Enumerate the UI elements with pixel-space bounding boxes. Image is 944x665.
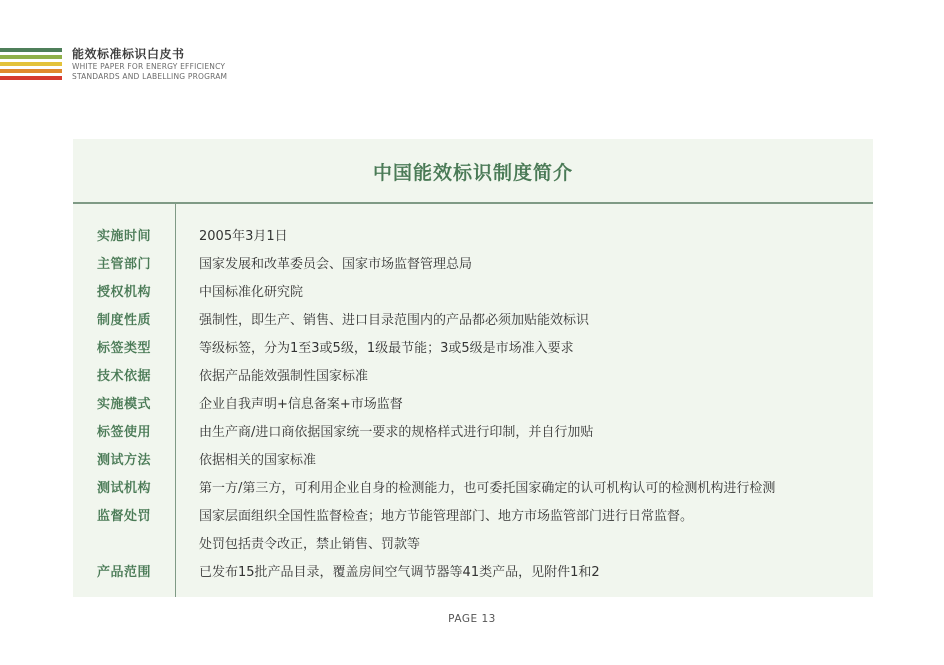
row-value: 已发布15批产品目录，覆盖房间空气调节器等41类产品，见附件1和2 bbox=[199, 564, 600, 580]
table-row bbox=[73, 472, 873, 500]
row-label: 标签类型 bbox=[96, 340, 151, 356]
table-row bbox=[73, 416, 873, 444]
row-label: 测试机构 bbox=[96, 480, 151, 496]
brand-title-cn: 能效标准标识白皮书 bbox=[72, 47, 185, 61]
table-row bbox=[73, 500, 873, 528]
row-label: 标签使用 bbox=[96, 424, 151, 440]
table-row bbox=[73, 360, 873, 388]
row-value: 依据产品能效强制性国家标准 bbox=[199, 368, 369, 384]
logo-bar-1 bbox=[0, 48, 62, 52]
brand-header bbox=[72, 46, 227, 82]
row-value: 国家层面组织全国性监督检查；地方节能管理部门、地方市场监管部门进行日常监督。 bbox=[199, 508, 694, 524]
row-value: 处罚包括责令改正，禁止销售、罚款等 bbox=[199, 536, 421, 552]
table-row bbox=[73, 304, 873, 332]
row-label: 实施时间 bbox=[96, 228, 151, 244]
page-number: PAGE 13 bbox=[448, 613, 496, 625]
table-row bbox=[73, 276, 873, 304]
title-divider bbox=[73, 202, 873, 204]
row-label: 产品范围 bbox=[96, 564, 151, 580]
logo-color-bars bbox=[0, 48, 62, 83]
brand-title-en-line1: WHITE PAPER FOR ENERGY EFFICIENCY bbox=[72, 62, 226, 71]
logo-bar-3 bbox=[0, 62, 62, 66]
row-value: 第一方/第三方，可利用企业自身的检测能力，也可委托国家确定的认可机构认可的检测机构进行检测 bbox=[199, 480, 776, 496]
table-row bbox=[73, 220, 873, 248]
row-label: 制度性质 bbox=[96, 312, 151, 328]
row-label: 授权机构 bbox=[96, 284, 151, 300]
row-label: 测试方法 bbox=[96, 452, 151, 468]
row-value: 等级标签，分为1至3或5级，1级最节能；3或5级是市场准入要求 bbox=[199, 340, 574, 356]
info-panel bbox=[73, 139, 873, 597]
panel-title: 中国能效标识制度简介 bbox=[372, 161, 573, 184]
row-label: 主管部门 bbox=[96, 256, 151, 272]
row-value: 国家发展和改革委员会、国家市场监督管理总局 bbox=[199, 256, 473, 272]
table-row bbox=[73, 388, 873, 416]
row-value: 由生产商/进口商依据国家统一要求的规格样式进行印制，并自行加贴 bbox=[199, 424, 594, 440]
logo-bar-2 bbox=[0, 55, 62, 59]
row-value: 依据相关的国家标准 bbox=[199, 452, 317, 468]
table-row bbox=[73, 444, 873, 472]
logo-bar-4 bbox=[0, 69, 62, 73]
row-value: 企业自我声明+信息备案+市场监督 bbox=[199, 396, 403, 412]
table-row bbox=[73, 332, 873, 360]
table-row bbox=[73, 528, 873, 556]
logo-bar-5 bbox=[0, 76, 62, 80]
row-label: 实施模式 bbox=[96, 396, 151, 412]
table-row bbox=[73, 248, 873, 276]
row-value: 强制性，即生产、销售、进口目录范围内的产品都必须加贴能效标识 bbox=[199, 312, 590, 328]
row-label: 监督处罚 bbox=[96, 508, 151, 524]
row-value: 2005年3月1日 bbox=[199, 228, 288, 244]
brand-title-en-line2: STANDARDS AND LABELLING PROGRAM bbox=[72, 72, 228, 81]
row-label: 技术依据 bbox=[96, 368, 151, 384]
table-row bbox=[73, 556, 873, 584]
row-value: 中国标准化研究院 bbox=[199, 284, 304, 300]
